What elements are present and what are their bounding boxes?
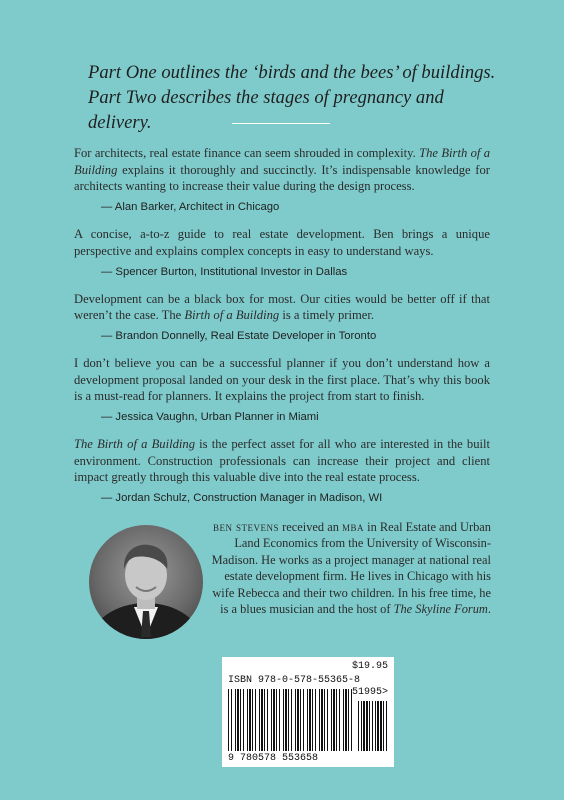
author-degree: mba	[342, 520, 365, 534]
endorsement-text: The Birth of a Building is the perfect asset for all who are interested in the built environment. Construction professionals can increase their project and client impact greatly through this valuable dive into the real estate process.	[74, 437, 491, 485]
endorsement	[74, 145, 490, 213]
endorsement-attribution: — Spencer Burton, Institutional Investor in Dallas	[101, 265, 348, 278]
divider-rule	[232, 123, 330, 124]
endorsement-attribution: — Alan Barker, Architect in Chicago	[101, 201, 280, 214]
author-bio: ben stevens received an mba in Real Estate and Urban Land Economics from the University of Wisconsin-Madison. He works as a project manager at national real estate development firm. He lives in Chicago with his wife Rebecca and their two children. In his free time, he is a blues musician and the host of The Skyline Forum.	[211, 520, 491, 617]
barcode-price: $19.95	[351, 661, 388, 672]
barcode-number: 9 780578 553658	[228, 753, 319, 764]
endorsement-text: For architects, real estate finance can seem shrouded in complexity. The Birth of a Building explains it thoroughly and succinctly. It’s indispensable knowledge for architects wanting to increase their value during the design process.	[74, 146, 490, 194]
endorsement	[74, 226, 490, 277]
isbn-barcode	[222, 657, 394, 767]
endorsements	[74, 145, 490, 517]
author-photo	[89, 525, 203, 639]
endorsement-text: Development can be a black box for most. Our cities would be better off if that weren’t the case. The Birth of a Building is a timely primer.	[74, 291, 490, 323]
endorsement	[74, 355, 490, 423]
intro-line-1: Part One outlines the ‘birds and the bees’ of buildings.	[88, 62, 496, 83]
endorsement	[74, 291, 490, 342]
barcode-isbn: ISBN 978-0-578-55365-8	[228, 675, 361, 686]
barcode-addon: 51995>	[351, 687, 388, 698]
endorsement-attribution: — Jordan Schulz, Construction Manager in Madison, WI	[101, 492, 383, 505]
barcode-bars-icon	[222, 657, 394, 767]
endorsement-attribution: — Brandon Donnelly, Real Estate Developer in Toronto	[101, 329, 377, 342]
intro-line-2: Part Two describes the stages of pregnancy and delivery.	[88, 87, 444, 133]
author-name: ben stevens	[212, 520, 280, 534]
endorsement-text: I don’t believe you can be a successful planner if you don’t understand how a development proposal landed on your desk in the first place. That’s why this book is a must-read for planners. It explains the project from start to finish.	[74, 355, 490, 404]
author-show: The Skyline Forum	[393, 602, 488, 617]
endorsement-text: A concise, a-to-z guide to real estate development. Ben brings a unique perspective and explains complex concepts in easy to understand ways.	[74, 227, 490, 258]
endorsement	[74, 436, 490, 504]
endorsement-attribution: — Jessica Vaughn, Urban Planner in Miami	[101, 411, 319, 424]
